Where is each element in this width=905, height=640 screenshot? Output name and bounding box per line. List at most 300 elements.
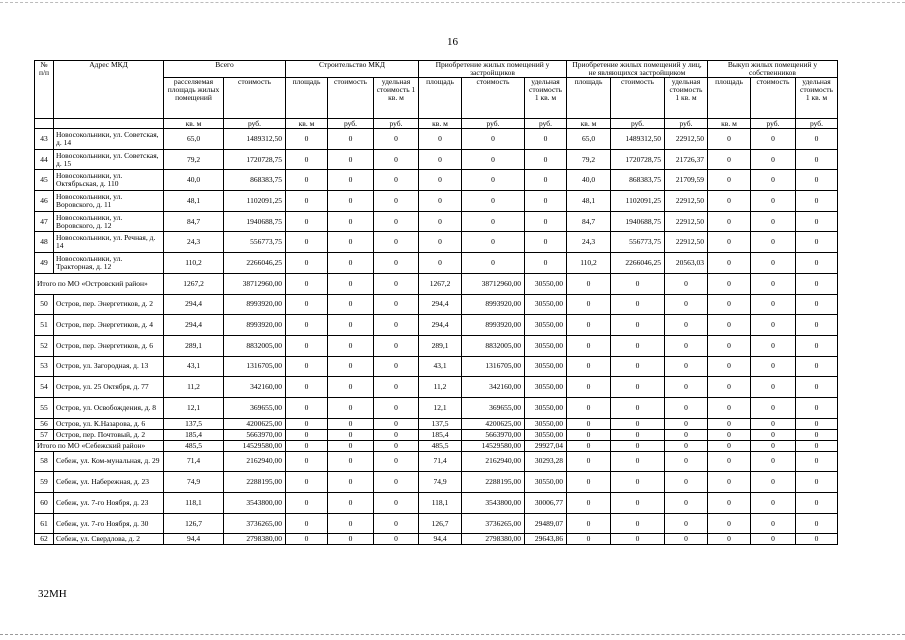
cell-value: 0 — [567, 294, 611, 315]
cell-value: 0 — [708, 472, 751, 493]
row-address: Остров, пер. Почтовый, д. 2 — [54, 429, 164, 440]
cell-value: 1489312,50 — [224, 129, 286, 150]
cell-value: 0 — [708, 429, 751, 440]
cell-value: 3736265,00 — [224, 513, 286, 534]
cell-value: 0 — [708, 418, 751, 429]
cell-value: 0 — [751, 397, 796, 418]
row-number: 46 — [35, 191, 54, 212]
cell-value: 0 — [567, 335, 611, 356]
cell-value: 0 — [286, 451, 328, 472]
cell-value: 185,4 — [419, 429, 462, 440]
cell-value: 5663970,00 — [224, 429, 286, 440]
cell-value: 0 — [665, 534, 708, 545]
table-row — [35, 315, 838, 336]
cell-value: 11,2 — [419, 377, 462, 398]
cell-value: 1316705,00 — [224, 356, 286, 377]
cell-value: 0 — [665, 493, 708, 514]
table-row — [35, 397, 838, 418]
cell-value: 0 — [328, 356, 374, 377]
cell-value: 0 — [286, 377, 328, 398]
table-row — [35, 232, 838, 253]
cell-value: 22912,50 — [665, 232, 708, 253]
housing-resettlement-table — [34, 60, 838, 545]
header-group-construction: Строительство МКД — [286, 61, 419, 78]
cell-value: 0 — [665, 440, 708, 451]
table-row — [35, 377, 838, 398]
cell-value: 0 — [286, 191, 328, 212]
cell-value: 2798380,00 — [224, 534, 286, 545]
cell-value: 0 — [567, 534, 611, 545]
cell-value: 0 — [567, 451, 611, 472]
cell-value: 43,1 — [164, 356, 224, 377]
row-address: Себеж, ул. 7-го Ноября, д. 30 — [54, 513, 164, 534]
cell-value: 556773,75 — [224, 232, 286, 253]
header-sub: стоимость — [751, 78, 796, 119]
row-number: 44 — [35, 149, 54, 170]
cell-value: 0 — [751, 377, 796, 398]
cell-value: 0 — [796, 315, 838, 336]
cell-value: 1267,2 — [419, 273, 462, 294]
cell-value: 11,2 — [164, 377, 224, 398]
table-row — [35, 191, 838, 212]
table-row — [35, 253, 838, 274]
footer-code: 32МН — [38, 588, 67, 600]
cell-value: 0 — [751, 129, 796, 150]
header-unit: руб. — [665, 119, 708, 129]
cell-value: 0 — [796, 191, 838, 212]
cell-value: 0 — [462, 149, 525, 170]
cell-value: 0 — [796, 429, 838, 440]
header-unit: кв. м — [567, 119, 611, 129]
cell-value: 0 — [708, 397, 751, 418]
cell-value: 0 — [374, 472, 419, 493]
cell-value: 0 — [525, 232, 567, 253]
cell-value: 0 — [374, 534, 419, 545]
row-number: 48 — [35, 232, 54, 253]
cell-value: 185,4 — [164, 429, 224, 440]
row-number: 53 — [35, 356, 54, 377]
cell-value: 0 — [611, 418, 665, 429]
row-address: Остров, ул. Загородная, д. 13 — [54, 356, 164, 377]
page-top-edge — [0, 2, 905, 3]
header-group-total: Всего — [164, 61, 286, 78]
row-address: Остров, ул. 25 Октября, д. 77 — [54, 377, 164, 398]
cell-value: 2266046,25 — [611, 253, 665, 274]
cell-value: 84,7 — [164, 211, 224, 232]
cell-value: 0 — [525, 211, 567, 232]
cell-value: 0 — [665, 451, 708, 472]
cell-value: 0 — [796, 232, 838, 253]
header-num: № п/п — [35, 61, 54, 119]
cell-value: 0 — [751, 429, 796, 440]
cell-value: 126,7 — [419, 513, 462, 534]
cell-value: 0 — [328, 377, 374, 398]
cell-value: 0 — [286, 149, 328, 170]
cell-value: 0 — [374, 418, 419, 429]
cell-value: 29489,07 — [525, 513, 567, 534]
cell-value: 0 — [796, 493, 838, 514]
header-group-developers: Приобретение жилых помещений у застройщиков — [419, 61, 567, 78]
cell-value: 0 — [611, 534, 665, 545]
cell-value: 0 — [419, 170, 462, 191]
row-number: 59 — [35, 472, 54, 493]
cell-value: 12,1 — [164, 397, 224, 418]
cell-value: 8993920,00 — [462, 315, 525, 336]
cell-value: 0 — [286, 513, 328, 534]
cell-value: 0 — [374, 451, 419, 472]
table-row — [35, 418, 838, 429]
cell-value: 0 — [665, 418, 708, 429]
row-number: 51 — [35, 315, 54, 336]
cell-value: 3736265,00 — [462, 513, 525, 534]
cell-value: 0 — [286, 335, 328, 356]
header-sub: площадь — [708, 78, 751, 119]
row-address: Новосокольники, ул. Воровского, д. 11 — [54, 191, 164, 212]
cell-value: 0 — [751, 211, 796, 232]
header-sub: удельная стоимость 1 кв. м — [796, 78, 838, 119]
cell-value: 0 — [286, 315, 328, 336]
cell-value: 0 — [751, 149, 796, 170]
header-unit: руб. — [796, 119, 838, 129]
cell-value: 0 — [567, 397, 611, 418]
cell-value: 0 — [567, 440, 611, 451]
cell-value: 0 — [665, 315, 708, 336]
cell-value: 0 — [286, 253, 328, 274]
cell-value: 0 — [611, 493, 665, 514]
cell-value: 0 — [286, 170, 328, 191]
cell-value: 0 — [328, 335, 374, 356]
cell-value: 0 — [374, 513, 419, 534]
cell-value: 2288195,00 — [462, 472, 525, 493]
row-number: 57 — [35, 429, 54, 440]
cell-value: 0 — [708, 253, 751, 274]
cell-value: 0 — [665, 397, 708, 418]
cell-value: 0 — [286, 294, 328, 315]
row-number: 58 — [35, 451, 54, 472]
cell-value: 0 — [796, 294, 838, 315]
row-address: Себеж, ул. Свердлова, д. 2 — [54, 534, 164, 545]
cell-value: 0 — [286, 440, 328, 451]
cell-value: 30550,00 — [525, 397, 567, 418]
cell-value: 0 — [796, 129, 838, 150]
row-address: Новосокольники, ул. Советская, д. 15 — [54, 149, 164, 170]
cell-value: 118,1 — [419, 493, 462, 514]
cell-value: 0 — [328, 472, 374, 493]
cell-value: 20563,03 — [665, 253, 708, 274]
table-row — [35, 149, 838, 170]
row-number: 55 — [35, 397, 54, 418]
cell-value: 868383,75 — [611, 170, 665, 191]
cell-value: 30550,00 — [525, 294, 567, 315]
cell-value: 0 — [567, 493, 611, 514]
cell-value: 29927,04 — [525, 440, 567, 451]
header-unit: руб. — [525, 119, 567, 129]
header-sub: стоимость — [611, 78, 665, 119]
cell-value: 0 — [796, 534, 838, 545]
cell-value: 485,5 — [164, 440, 224, 451]
row-number: 54 — [35, 377, 54, 398]
header-unit-empty — [54, 119, 164, 129]
cell-value: 30550,00 — [525, 356, 567, 377]
cell-value: 0 — [374, 377, 419, 398]
cell-value: 0 — [328, 513, 374, 534]
cell-value: 24,3 — [567, 232, 611, 253]
header-unit: руб. — [224, 119, 286, 129]
cell-value: 0 — [419, 211, 462, 232]
cell-value: 0 — [567, 472, 611, 493]
cell-value: 0 — [374, 397, 419, 418]
cell-value: 0 — [462, 253, 525, 274]
cell-value: 14529580,00 — [462, 440, 525, 451]
cell-value: 556773,75 — [611, 232, 665, 253]
cell-value: 0 — [286, 397, 328, 418]
cell-value: 0 — [462, 129, 525, 150]
cell-value: 38712960,00 — [224, 273, 286, 294]
cell-value: 0 — [796, 211, 838, 232]
cell-value: 1489312,50 — [611, 129, 665, 150]
cell-value: 0 — [286, 356, 328, 377]
table-row — [35, 129, 838, 150]
header-sub: удельная стоимость 1 кв. м — [374, 78, 419, 119]
cell-value: 0 — [419, 191, 462, 212]
cell-value: 0 — [708, 129, 751, 150]
cell-value: 0 — [611, 451, 665, 472]
cell-value: 0 — [286, 493, 328, 514]
cell-value: 0 — [567, 377, 611, 398]
cell-value: 0 — [665, 429, 708, 440]
cell-value: 0 — [525, 170, 567, 191]
cell-value: 0 — [328, 294, 374, 315]
cell-value: 30550,00 — [525, 429, 567, 440]
header-group-non-developers: Приобретение жилых помещений у лиц, не являющихся застройщиком — [567, 61, 708, 78]
cell-value: 0 — [374, 493, 419, 514]
cell-value: 0 — [328, 315, 374, 336]
cell-value: 0 — [708, 356, 751, 377]
table-row — [35, 211, 838, 232]
header-sub: площадь — [419, 78, 462, 119]
cell-value: 0 — [796, 472, 838, 493]
cell-value: 48,1 — [164, 191, 224, 212]
cell-value: 0 — [611, 315, 665, 336]
cell-value: 0 — [611, 294, 665, 315]
row-address: Себеж, ул. Набережная, д. 23 — [54, 472, 164, 493]
cell-value: 30006,77 — [525, 493, 567, 514]
row-address: Остров, ул. К.Назаровa, д. 6 — [54, 418, 164, 429]
header-unit: кв. м — [286, 119, 328, 129]
table-row — [35, 429, 838, 440]
cell-value: 0 — [796, 440, 838, 451]
row-number: 62 — [35, 534, 54, 545]
cell-value: 21726,37 — [665, 149, 708, 170]
row-address: Остров, пер. Энергетиков, д. 4 — [54, 315, 164, 336]
cell-value: 0 — [328, 493, 374, 514]
cell-value: 0 — [708, 534, 751, 545]
cell-value: 29643,86 — [525, 534, 567, 545]
cell-value: 0 — [708, 211, 751, 232]
header-unit: руб. — [374, 119, 419, 129]
cell-value: 0 — [796, 253, 838, 274]
cell-value: 0 — [796, 335, 838, 356]
cell-value: 0 — [611, 440, 665, 451]
cell-value: 79,2 — [567, 149, 611, 170]
header-address: Адрес МКД — [54, 61, 164, 119]
cell-value: 0 — [525, 191, 567, 212]
header-unit: кв. м — [708, 119, 751, 129]
cell-value: 79,2 — [164, 149, 224, 170]
cell-value: 3543800,00 — [462, 493, 525, 514]
cell-value: 0 — [796, 356, 838, 377]
cell-value: 0 — [419, 129, 462, 150]
cell-value: 0 — [611, 429, 665, 440]
cell-value: 110,2 — [567, 253, 611, 274]
cell-value: 22912,50 — [665, 129, 708, 150]
cell-value: 0 — [611, 472, 665, 493]
cell-value: 0 — [751, 451, 796, 472]
cell-value: 2266046,25 — [224, 253, 286, 274]
cell-value: 74,9 — [419, 472, 462, 493]
cell-value: 0 — [374, 294, 419, 315]
cell-value: 0 — [328, 232, 374, 253]
cell-value: 118,1 — [164, 493, 224, 514]
cell-value: 0 — [374, 315, 419, 336]
table-row — [35, 513, 838, 534]
row-number: 61 — [35, 513, 54, 534]
cell-value: 137,5 — [419, 418, 462, 429]
cell-value: 2798380,00 — [462, 534, 525, 545]
cell-value: 22912,50 — [665, 211, 708, 232]
row-address: Остров, ул. Освобождения, д. 8 — [54, 397, 164, 418]
row-number: 56 — [35, 418, 54, 429]
cell-value: 0 — [328, 129, 374, 150]
cell-value: 2162940,00 — [224, 451, 286, 472]
cell-value: 0 — [286, 472, 328, 493]
cell-value: 0 — [796, 418, 838, 429]
cell-value: 0 — [419, 253, 462, 274]
cell-value: 0 — [286, 273, 328, 294]
cell-value: 0 — [796, 170, 838, 191]
cell-value: 0 — [796, 149, 838, 170]
cell-value: 0 — [796, 273, 838, 294]
cell-value: 0 — [286, 418, 328, 429]
cell-value: 3543800,00 — [224, 493, 286, 514]
cell-value: 0 — [374, 253, 419, 274]
header-sub: площадь — [286, 78, 328, 119]
header-unit: кв. м — [164, 119, 224, 129]
row-number: 50 — [35, 294, 54, 315]
header-unit: руб. — [751, 119, 796, 129]
cell-value: 65,0 — [567, 129, 611, 150]
cell-value: 0 — [567, 273, 611, 294]
cell-value: 30293,28 — [525, 451, 567, 472]
cell-value: 0 — [665, 273, 708, 294]
cell-value: 0 — [567, 356, 611, 377]
cell-value: 0 — [374, 232, 419, 253]
cell-value: 43,1 — [419, 356, 462, 377]
cell-value: 30550,00 — [525, 273, 567, 294]
cell-value: 0 — [751, 315, 796, 336]
cell-value: 0 — [708, 513, 751, 534]
cell-value: 14529580,00 — [224, 440, 286, 451]
cell-value: 0 — [328, 418, 374, 429]
table-row — [35, 170, 838, 191]
cell-value: 0 — [751, 356, 796, 377]
cell-value: 0 — [708, 273, 751, 294]
cell-value: 0 — [611, 356, 665, 377]
cell-value: 5663970,00 — [462, 429, 525, 440]
cell-value: 0 — [328, 397, 374, 418]
cell-value: 1102091,25 — [611, 191, 665, 212]
cell-value: 71,4 — [164, 451, 224, 472]
cell-value: 0 — [374, 170, 419, 191]
cell-value: 0 — [611, 273, 665, 294]
cell-value: 0 — [665, 377, 708, 398]
cell-value: 0 — [708, 493, 751, 514]
cell-value: 0 — [462, 211, 525, 232]
header-sub: стоимость — [328, 78, 374, 119]
cell-value: 30550,00 — [525, 335, 567, 356]
cell-value: 1316705,00 — [462, 356, 525, 377]
cell-value: 0 — [751, 170, 796, 191]
cell-value: 71,4 — [419, 451, 462, 472]
row-address: Себеж, ул. Ком-мунальная, д. 29 — [54, 451, 164, 472]
cell-value: 0 — [374, 191, 419, 212]
cell-value: 22912,50 — [665, 191, 708, 212]
cell-value: 289,1 — [164, 335, 224, 356]
header-sub: расселяемая площадь жилых помещений — [164, 78, 224, 119]
row-address: Новосокольники, ул. Воровского, д. 12 — [54, 211, 164, 232]
cell-value: 84,7 — [567, 211, 611, 232]
table-total-row — [35, 440, 838, 451]
table-row — [35, 335, 838, 356]
cell-value: 0 — [611, 335, 665, 356]
row-address: Новосокольники, ул. Советская, д. 14 — [54, 129, 164, 150]
cell-value: 0 — [751, 191, 796, 212]
cell-value: 0 — [374, 335, 419, 356]
header-unit-empty — [35, 119, 54, 129]
cell-value: 21709,59 — [665, 170, 708, 191]
cell-value: 0 — [567, 513, 611, 534]
cell-value: 0 — [751, 418, 796, 429]
cell-value: 1102091,25 — [224, 191, 286, 212]
cell-value: 0 — [525, 129, 567, 150]
cell-value: 48,1 — [567, 191, 611, 212]
header-unit: руб. — [611, 119, 665, 129]
cell-value: 0 — [462, 232, 525, 253]
cell-value: 65,0 — [164, 129, 224, 150]
cell-value: 0 — [462, 170, 525, 191]
cell-value: 0 — [708, 170, 751, 191]
cell-value: 342160,00 — [462, 377, 525, 398]
header-sub: площадь — [567, 78, 611, 119]
cell-value: 0 — [708, 451, 751, 472]
cell-value: 0 — [374, 429, 419, 440]
row-number: 52 — [35, 335, 54, 356]
cell-value: 485,5 — [419, 440, 462, 451]
cell-value: 110,2 — [164, 253, 224, 274]
cell-value: 0 — [286, 232, 328, 253]
cell-value: 1940688,75 — [224, 211, 286, 232]
cell-value: 126,7 — [164, 513, 224, 534]
header-sub: удельная стоимость 1 кв. м — [525, 78, 567, 119]
cell-value: 0 — [328, 191, 374, 212]
cell-value: 0 — [567, 418, 611, 429]
row-address: Себеж, ул. 7-го Ноября, д. 23 — [54, 493, 164, 514]
row-address: Новосокольники, ул. Октябрьская, д. 110 — [54, 170, 164, 191]
cell-value: 0 — [751, 513, 796, 534]
cell-value: 0 — [374, 273, 419, 294]
row-address: Новосокольники, ул. Речная, д. 14 — [54, 232, 164, 253]
cell-value: 24,3 — [164, 232, 224, 253]
